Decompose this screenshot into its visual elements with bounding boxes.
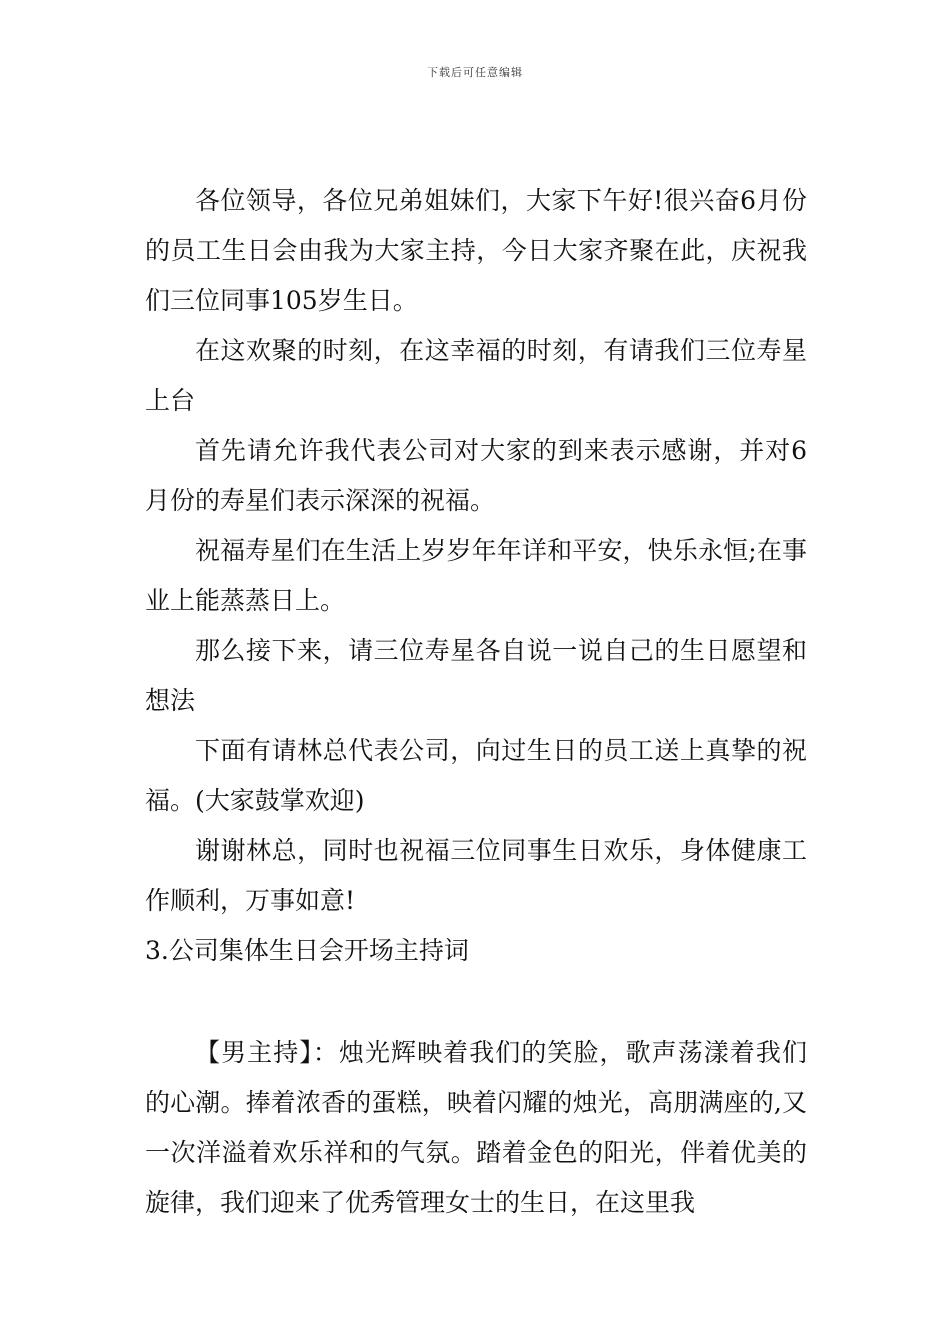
section-spacer <box>145 976 807 1028</box>
section-heading: 3.公司集体生日会开场主持词 <box>145 936 469 965</box>
paragraph-invite-stars: 在这欢聚的时刻，在这幸福的时刻，有请我们三位寿星上台 <box>145 336 807 415</box>
paragraph-manager-blessing: 下面有请林总代表公司，向过生日的员工送上真挚的祝福。(大家鼓掌欢迎) <box>145 736 807 815</box>
paragraph-blessing: 祝福寿星们在生活上岁岁年年详和平安，快乐永恒;在事业上能蒸蒸日上。 <box>145 536 807 615</box>
paragraph-wishes: 那么接下来，请三位寿星各自说一说自己的生日愿望和想法 <box>145 636 807 715</box>
paragraph-thanks: 首先请允许我代表公司对大家的到来表示感谢，并对6月份的寿星们表示深深的祝福。 <box>145 436 807 515</box>
paragraph-male-host: 【男主持】：烛光辉映着我们的笑脸，歌声荡漾着我们的心潮。捧着浓香的蛋糕，映着闪耀的烛光，高朋满座的,又一次洋溢着欢乐祥和的气氛。踏着金色的阳光，伴着优美的旋律，我们迎来了优秀管理女士的生日，在这里我 <box>145 1038 807 1217</box>
paragraph-opening: 各位领导，各位兄弟姐妹们，大家下午好!很兴奋6月份的员工生日会由我为大家主持，今日大家齐聚在此，庆祝我们三位同事105岁生日。 <box>145 186 807 315</box>
page-header-note: 下载后可任意编辑 <box>427 66 523 79</box>
paragraph-closing-thanks: 谢谢林总，同时也祝福三位同事生日欢乐，身体健康工作顺利，万事如意! <box>145 836 807 915</box>
document-body <box>145 176 807 1228</box>
